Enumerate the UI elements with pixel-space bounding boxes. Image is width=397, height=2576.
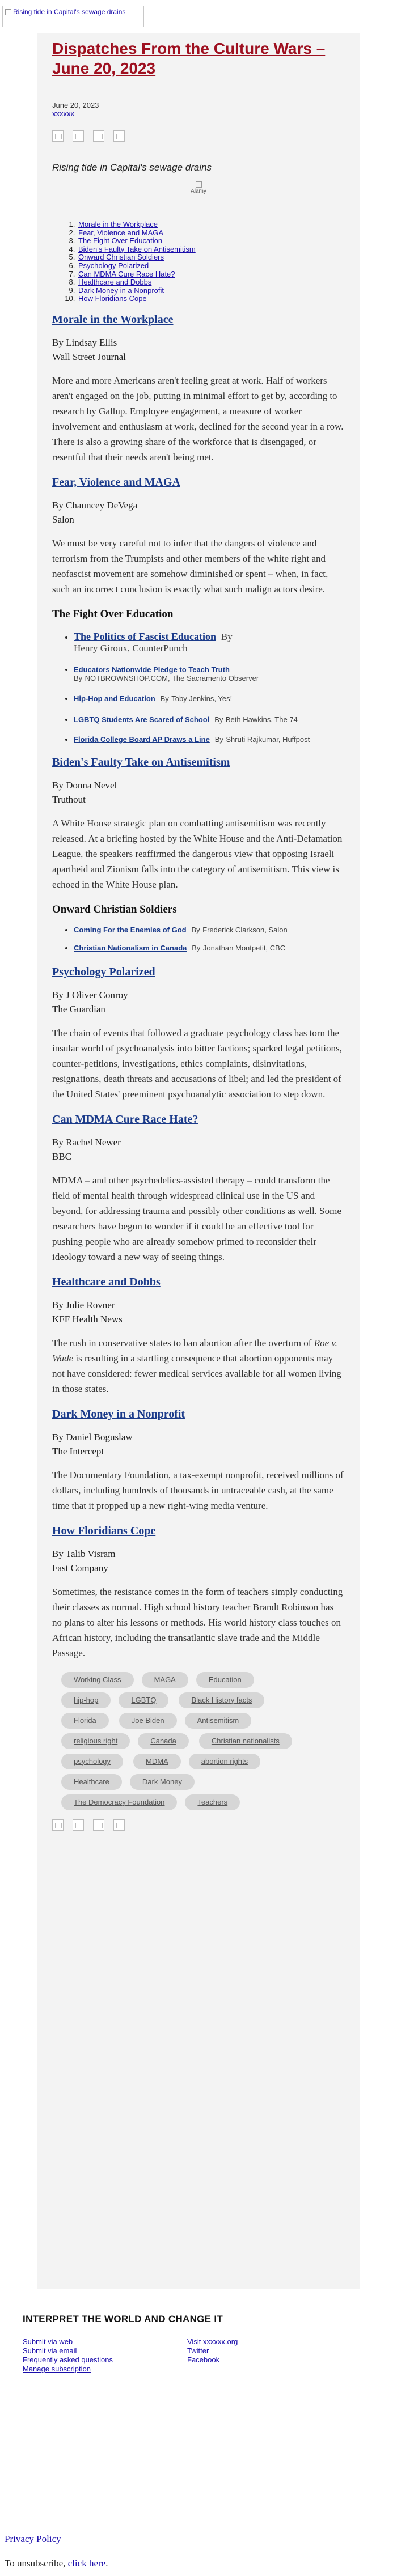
page-title	[52, 39, 345, 78]
twitter-icon[interactable]	[73, 1819, 84, 1831]
tag[interactable]: MDMA	[133, 1754, 181, 1769]
toc-link[interactable]: Onward Christian Soldiers	[78, 253, 164, 262]
tag[interactable]: Canada	[138, 1733, 189, 1749]
link-by: By	[160, 694, 169, 703]
tag[interactable]: The Democracy Foundation	[61, 1794, 177, 1810]
author-line	[52, 109, 345, 118]
section-heading-link[interactable]: Biden's Faulty Take on Antisemitism	[52, 756, 230, 769]
list-item	[74, 694, 345, 704]
link-source: NOTBROWNSHOP.COM, The Sacramento Observer	[85, 673, 259, 682]
body-italic: Roe v. Wade	[52, 1337, 337, 1364]
share-bar-bottom	[52, 1819, 345, 1835]
article-link[interactable]: Educators Nationwide Pledge to Teach Truth	[74, 665, 230, 674]
article-link[interactable]: Coming For the Enemies of God	[74, 925, 187, 934]
section-psychology	[52, 966, 345, 1102]
footer-link[interactable]: Submit via web	[23, 2337, 73, 2346]
footer-left-links	[23, 2337, 187, 2374]
author-link[interactable]: xxxxxx	[52, 109, 74, 118]
tag[interactable]: hip-hop	[61, 1692, 111, 1708]
link-icon[interactable]	[113, 1819, 125, 1831]
email-icon[interactable]	[93, 1819, 104, 1831]
footer	[23, 2314, 363, 2374]
article-link[interactable]: LGBTQ Students Are Scared of School	[74, 715, 210, 724]
toc-item	[77, 245, 345, 254]
toc-item	[77, 220, 345, 229]
share-bar	[52, 130, 345, 146]
section-morale	[52, 313, 345, 465]
privacy-policy-link[interactable]: Privacy Policy	[5, 2533, 61, 2544]
body-text: The rush in conservative states to ban abortion after the overturn of	[52, 1337, 314, 1348]
article-source: The Intercept	[52, 1445, 104, 1457]
link-source: Henry Giroux, CounterPunch	[74, 642, 188, 653]
header-image[interactable]	[2, 6, 144, 27]
broken-image-icon	[5, 9, 11, 15]
article-author: By Donna Nevel	[52, 779, 117, 791]
toc-link[interactable]: Can MDMA Cure Race Hate?	[78, 269, 175, 278]
publish-date: June 20, 2023	[52, 101, 99, 109]
toc-link[interactable]: The Fight Over Education	[78, 236, 163, 245]
section-heading-link[interactable]: Healthcare and Dobbs	[52, 1275, 161, 1288]
link-icon[interactable]	[113, 130, 125, 142]
section-heading: Onward Christian Soldiers	[52, 903, 177, 915]
toc-item	[77, 295, 345, 303]
link-source: Frederick Clarkson, Salon	[202, 925, 288, 934]
tag[interactable]: Teachers	[185, 1794, 240, 1810]
toc-link[interactable]: Psychology Polarized	[78, 261, 149, 270]
section-heading	[52, 966, 345, 979]
article-author: By J Oliver Conroy	[52, 989, 128, 1000]
link-by: By	[74, 673, 83, 682]
section-heading	[52, 313, 345, 326]
tag[interactable]: Antisemitism	[185, 1713, 252, 1729]
list-item	[74, 943, 345, 953]
link-by: By	[191, 925, 200, 934]
tag[interactable]: LGBTQ	[119, 1692, 168, 1708]
section-heading	[52, 1525, 345, 1538]
tag[interactable]: Black History facts	[179, 1692, 264, 1708]
header-image-alt: Rising tide in Capital's sewage drains	[13, 8, 126, 16]
article-author: By Julie Rovner	[52, 1299, 115, 1310]
article-author: By Talib Visram	[52, 1548, 116, 1559]
article-author: By Lindsay Ellis	[52, 337, 117, 348]
article-author: By Rachel Newer	[52, 1136, 121, 1148]
article-link[interactable]: Christian Nationalism in Canada	[74, 943, 187, 952]
footer-link[interactable]: Facebook	[187, 2356, 220, 2364]
section-biden	[52, 756, 345, 892]
section-heading: The Fight Over Education	[52, 608, 174, 620]
section-fear	[52, 476, 345, 597]
tag[interactable]: Working Class	[61, 1672, 134, 1688]
link-list	[52, 631, 345, 744]
link-by: By	[221, 631, 233, 642]
article-author: By Daniel Boguslaw	[52, 1431, 133, 1442]
toc-item	[77, 229, 345, 237]
article-source: Wall Street Journal	[52, 351, 126, 362]
article-source: Fast Company	[52, 1562, 108, 1573]
article-body: A White House strategic plan on combatting antisemitism was recently released. At a briefing hosted by the White House and the Anti-Defamation League, the speakers reaffirmed the dangerous view that opposing Israeli apartheid and Zionism falls into the category of antisemitism. This view is echoed in the White House plan.	[52, 817, 343, 890]
toc-link[interactable]: Dark Money in a Nonprofit	[78, 286, 164, 295]
section-heading-link[interactable]: Dark Money in a Nonprofit	[52, 1407, 185, 1420]
unsubscribe-text: To unsubscribe,	[5, 2558, 68, 2569]
section-heading	[52, 756, 345, 769]
body-text: is resulting in a startling consequence that abortion opponents may not have considered: fewer medical services available for all women living in those states.	[52, 1352, 341, 1394]
link-source: Jonathan Montpetit, CBC	[202, 943, 286, 952]
article-body: Sometimes, the resistance comes in the form of teachers simply conducting their classes as normal. High school history teacher Brandt Robinson has no plans to alter his lessons or methods. His world history class touches on African history, including the transatlantic slave trade and the Middle Passage.	[52, 1586, 343, 1658]
link-by: By	[192, 943, 201, 952]
tag[interactable]: Education	[196, 1672, 254, 1688]
link-source: Beth Hawkins, The 74	[225, 715, 298, 724]
toc-link[interactable]: Morale in the Workplace	[78, 220, 158, 228]
section-heading	[52, 1408, 345, 1421]
tag[interactable]: Joe Biden	[119, 1713, 177, 1729]
article-body: We must be very careful not to infer that the dangers of violence and terrorism from the Trumpists and other members of the white right and neofascist movement are somehow diminished or spent – when, in fact, such an incorrect conclusion is exactly what such malign actors desire.	[52, 537, 328, 595]
footer-heading: INTERPRET THE WORLD AND CHANGE IT	[23, 2314, 223, 2324]
list-item	[74, 715, 345, 724]
section-christian	[52, 903, 345, 953]
link-by: By	[214, 715, 223, 724]
email-icon[interactable]	[93, 130, 104, 142]
section-heading-link[interactable]: Fear, Violence and MAGA	[52, 476, 180, 489]
toc-link[interactable]: How Floridians Cope	[78, 294, 147, 303]
tag[interactable]: Healthcare	[61, 1774, 122, 1790]
footer-link[interactable]: Frequently asked questions	[23, 2356, 113, 2364]
facebook-icon[interactable]	[52, 130, 64, 142]
section-heading	[52, 1276, 345, 1289]
newsletter-body	[37, 33, 360, 2289]
article-body: The Documentary Foundation, a tax-exempt nonprofit, received millions of dollars, including hundreds of thousands in untraceable cash, at the same time that it propped up a new right-wing media venture.	[52, 1469, 344, 1511]
toc-item	[77, 262, 345, 270]
unsubscribe-end: .	[105, 2558, 108, 2569]
tag[interactable]: religious right	[61, 1733, 130, 1749]
footer-link[interactable]: Submit via email	[23, 2346, 77, 2355]
toc-link[interactable]: Fear, Violence and MAGA	[78, 228, 164, 237]
twitter-icon[interactable]	[73, 130, 84, 142]
footer-right-links	[187, 2337, 352, 2374]
section-heading	[52, 1113, 345, 1126]
hero-image	[181, 181, 216, 194]
unsubscribe-line	[5, 2558, 108, 2569]
section-healthcare	[52, 1276, 345, 1397]
article-source: Truthout	[52, 793, 86, 805]
toc-item	[77, 287, 345, 295]
link-source: Toby Jenkins, Yes!	[171, 694, 233, 703]
article-body: The chain of events that followed a graduate psychology class has torn the insular world of psychoanalysis into bitter factions; sparked legal petitions, counter-petitions, investigations, ethics complaints, disinvitations, resignations, death threats and accusations of libel; and led the president of the United States' preeminent psychoanalytic association to step down.	[52, 1027, 342, 1100]
article-source: Salon	[52, 513, 74, 525]
article-link[interactable]: Hip-Hop and Education	[74, 694, 155, 703]
article-link[interactable]: The Politics of Fascist Education	[74, 630, 216, 642]
section-heading-link[interactable]: Can MDMA Cure Race Hate?	[52, 1113, 198, 1126]
article-source: KFF Health News	[52, 1313, 123, 1325]
section-heading-link[interactable]: Psychology Polarized	[52, 965, 155, 978]
tag-list	[52, 1672, 311, 1815]
article-author: By Chauncey DeVega	[52, 499, 138, 511]
section-florida	[52, 1525, 345, 1661]
page-title-link[interactable]: Dispatches From the Culture Wars – June 20, 2023	[52, 40, 326, 77]
link-by: By	[214, 735, 223, 744]
tag[interactable]: abortion rights	[189, 1754, 260, 1769]
list-item	[74, 735, 345, 744]
toc-item	[77, 253, 345, 262]
section-mdma	[52, 1113, 345, 1264]
tag[interactable]: Florida	[61, 1713, 109, 1729]
list-item	[74, 665, 345, 682]
broken-image-icon	[196, 181, 202, 188]
toc-link[interactable]: Healthcare and Dobbs	[78, 278, 152, 287]
article-body: MDMA – and other psychedelics-assisted therapy – could transform the field of mental health through widespread clinical use in the US and beyond, for addressing trauma and possibly other conditions as well. Some researchers have begun to wonder if it could be an effective tool for pushing people who are already somehow primed to reconsider their ideology toward a new way of seeing things.	[52, 1174, 341, 1262]
toc-item	[77, 237, 345, 245]
footer-link[interactable]: Manage subscription	[23, 2365, 91, 2373]
section-heading-link[interactable]: How Floridians Cope	[52, 1524, 156, 1537]
section-darkmoney	[52, 1408, 345, 1513]
article-source: The Guardian	[52, 1003, 105, 1015]
link-source: Shruti Rajkumar, Huffpost	[226, 735, 310, 744]
table-of-contents	[52, 220, 345, 303]
link-list	[52, 925, 345, 953]
article-link[interactable]: Florida College Board AP Draws a Line	[74, 735, 210, 744]
section-heading	[52, 476, 345, 489]
tag[interactable]: Dark Money	[130, 1774, 195, 1790]
article-source: BBC	[52, 1151, 72, 1162]
section-education	[52, 608, 345, 744]
tag[interactable]: Christian nationalists	[199, 1733, 292, 1749]
article-body: More and more Americans aren't feeling great at work. Half of workers aren't engaged on the job, putting in minimal effort to get by, according to research by Gallup. Employee engagement, a measure of worker involvement and enthusiasm at work, declined for the second year in a row. There is also a growing share of the workforce that is disengaged, or resentful that their needs aren't being met.	[52, 375, 344, 462]
hero-image-alt: Alamy	[191, 188, 206, 194]
subtitle: Rising tide in Capital's sewage drains	[52, 162, 212, 173]
toc-item	[77, 278, 345, 287]
facebook-icon[interactable]	[52, 1819, 64, 1831]
article-body	[52, 1335, 345, 1397]
tag[interactable]: psychology	[61, 1754, 123, 1769]
unsubscribe-link[interactable]: click here	[67, 2558, 106, 2569]
footer-link[interactable]: Visit xxxxxx.org	[187, 2337, 238, 2346]
toc-item	[77, 270, 345, 279]
list-item	[74, 631, 345, 654]
toc-link[interactable]: Biden's Faulty Take on Antisemitism	[78, 244, 196, 253]
list-item	[74, 925, 345, 935]
footer-link[interactable]: Twitter	[187, 2346, 209, 2355]
tag[interactable]: MAGA	[142, 1672, 188, 1688]
section-heading-link[interactable]: Morale in the Workplace	[52, 313, 174, 326]
